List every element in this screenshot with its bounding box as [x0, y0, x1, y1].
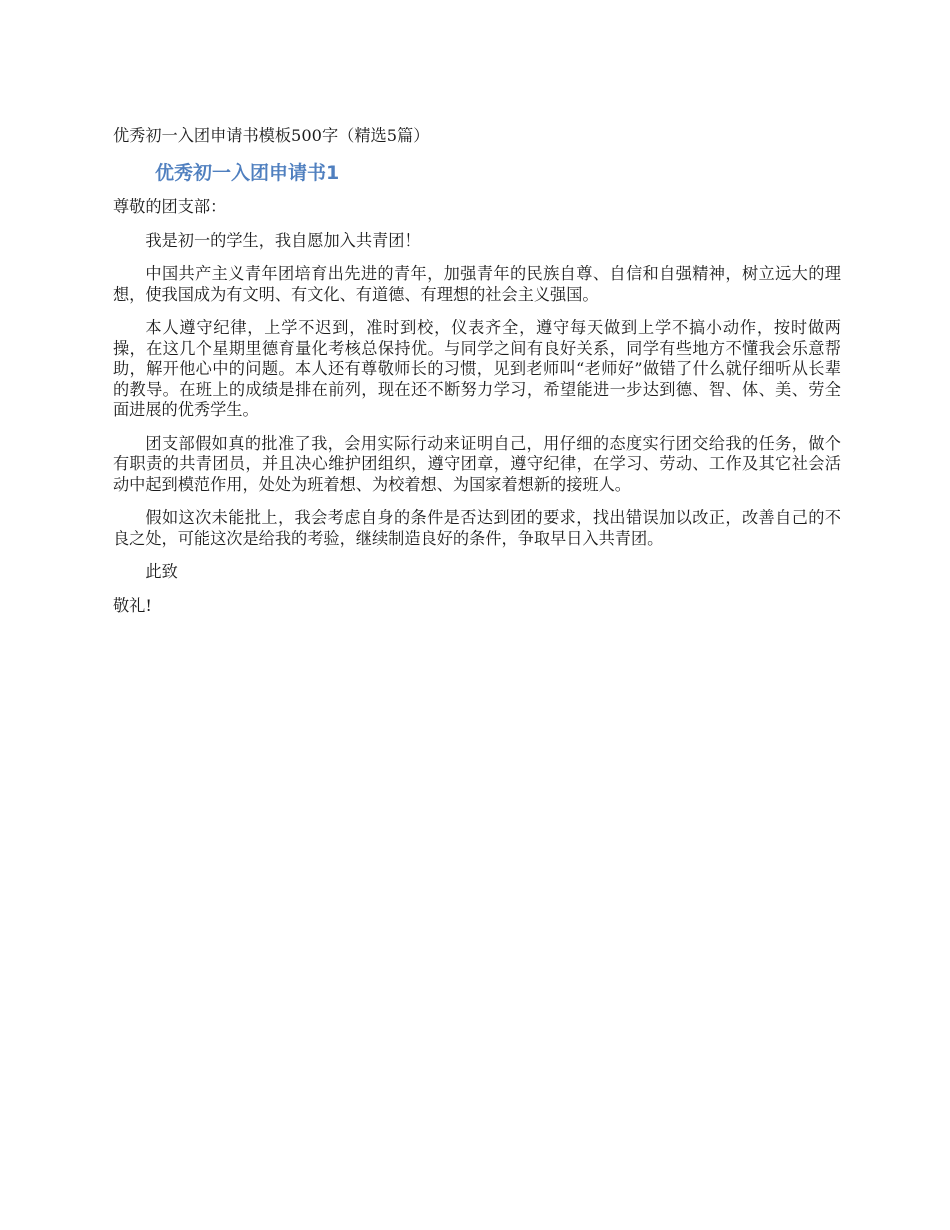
- document-body: [113, 125, 841, 616]
- paragraph-2: 中国共产主义青年团培育出先进的青年，加强青年的民族自尊、自信和自强精神，树立远大的理想，使我国成为有文明、有文化、有道德、有理想的社会主义强国。: [113, 264, 841, 304]
- document-title: 优秀初一入团申请书模板500字（精选5篇）: [113, 126, 430, 145]
- section-heading: 优秀初一入团申请书1: [155, 162, 340, 184]
- paragraph-5: 假如这次未能批上，我会考虑自身的条件是否达到团的要求，找出错误加以改正，改善自己的不良之处，可能这次是给我的考验，继续制造良好的条件，争取早日入共青团。: [113, 508, 841, 548]
- paragraph-4: 团支部假如真的批准了我，会用实际行动来证明自己，用仔细的态度实行团交给我的任务，做个有职责的共青团员，并且决心维护团组织，遵守团章，遵守纪律，在学习、劳动、工作及其它社会活动中起到模范作用，处处为班着想、为校着想、为国家着想新的接班人。: [113, 433, 841, 494]
- regards: 敬礼!: [113, 595, 152, 615]
- closing: 此致: [145, 562, 178, 581]
- paragraph-3: 本人遵守纪律，上学不迟到，准时到校，仪表齐全，遵守每天做到上学不搞小动作，按时做两操，在这几个星期里德育量化考核总保持优。与同学之间有良好关系，同学有些地方不懂我会乐意帮助，解开他心中的问题。本人还有尊敬师长的习惯，见到老师叫“老师好”做错了什么就仔细听从长辈的教导。在班上的成绩是排在前列，现在还不断努力学习，希望能进一步达到德、智、体、美、劳全面进展的优秀学生。: [113, 318, 841, 419]
- salutation: 尊敬的团支部：: [113, 197, 227, 216]
- paragraph-1: 我是初一的学生，我自愿加入共青团！: [145, 230, 421, 250]
